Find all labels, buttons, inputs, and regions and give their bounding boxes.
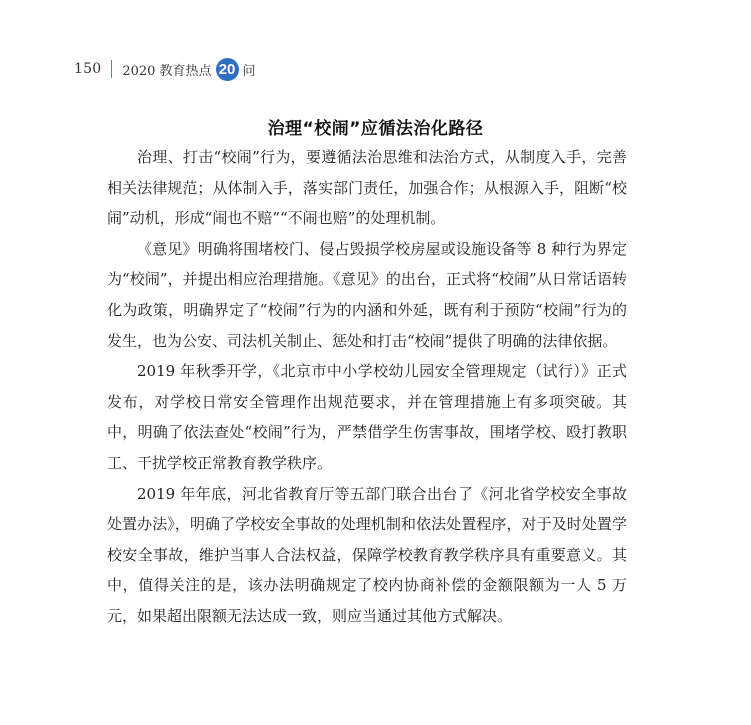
paragraph: 2019 年秋季开学，《北京市中小学校幼儿园安全管理规定（试行）》正式发布，对学校日常安全管理作出规范要求，并在管理措施上有多项突破。其中，明确了依法查处“校闹”行为，严禁借学生伤害事故，围堵学校、殴打教职工、干扰学校正常教育教学秩序。 bbox=[107, 362, 627, 472]
body-text bbox=[107, 142, 627, 632]
book-title-suffix: 问 bbox=[242, 63, 256, 79]
section-title: 治理“校闹”应循法治化路径 bbox=[267, 119, 484, 139]
number-badge: 20 bbox=[216, 58, 239, 81]
paragraph: 《意见》明确将围堵校门、侵占毁损学校房屋或设施设备等 8 种行为界定为“校闹”，并提出相应治理措施。《意见》的出台，正式将“校闹”从日常话语转化为政策，明确界定了“校闹”行为的内涵和外延，既有利于预防“校闹”行为的发生，也为公安、司法机关制止、惩处和打击“校闹”提供了明确的法律依据。 bbox=[107, 239, 627, 350]
book-title-prefix: 2020 教育热点 bbox=[122, 63, 212, 79]
running-header bbox=[74, 57, 256, 81]
paragraph: 治理、打击“校闹”行为，要遵循法治思维和法治方式，从制度入手，完善相关法律规范；从体制入手，落实部门责任，加强合作；从根源入手，阻断“校闹”动机，形成“闹也不赔”“不闹也赔”的处理机制。 bbox=[107, 148, 627, 228]
book-title bbox=[122, 58, 255, 81]
header-divider bbox=[111, 60, 112, 78]
page-number: 150 bbox=[74, 61, 102, 77]
paragraph: 2019 年年底，河北省教育厅等五部门联合出台了《河北省学校安全事故处置办法》，明确了学校安全事故的处理机制和依法处置程序，对于及时处置学校安全事故，维护当事人合法权益，保障学校教育教学秩序具有重要意义。其中，值得关注的是，该办法明确规定了校内协商补偿的金额限额为一人 5 万元，如果超出限额无法达成一致，则应当通过其他方式解决。 bbox=[107, 484, 627, 625]
